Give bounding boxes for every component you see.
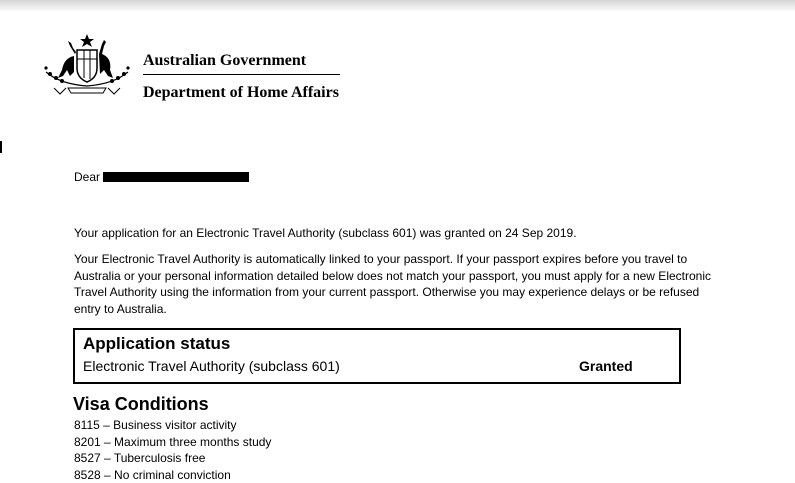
salutation bbox=[74, 170, 249, 184]
redacted-name bbox=[103, 172, 249, 182]
list-item: 8528 – No criminal conviction bbox=[74, 467, 271, 483]
passport-link-paragraph: Your Electronic Travel Authority is automatically linked to your passport. If your passport expires before you travel to Australia or your personal information detailed below does not match your passport, you must apply for a new Electronic Travel Authority using the information from your current passport. Otherwise you may experience delays or be refused entry to Australia. bbox=[74, 251, 724, 317]
header-divider bbox=[143, 74, 340, 75]
government-name: Australian Government bbox=[143, 52, 306, 70]
application-status-box bbox=[73, 328, 681, 384]
grant-paragraph: Your application for an Electronic Travel Authority (subclass 601) was granted on 24 Sep 2019. bbox=[74, 225, 724, 242]
department-name: Department of Home Affairs bbox=[143, 84, 339, 102]
list-item: 8201 – Maximum three months study bbox=[74, 434, 271, 451]
visa-conditions-heading: Visa Conditions bbox=[73, 394, 209, 415]
salutation-text: Dear bbox=[74, 170, 100, 184]
application-status-heading: Application status bbox=[83, 334, 230, 354]
list-item: 8115 – Business visitor activity bbox=[74, 417, 271, 434]
coat-of-arms-icon bbox=[40, 32, 135, 100]
status-badge: Granted bbox=[579, 358, 633, 374]
list-item: 8527 – Tuberculosis free bbox=[74, 450, 271, 467]
margin-mark bbox=[0, 141, 2, 153]
top-shadow bbox=[0, 0, 795, 12]
visa-type: Electronic Travel Authority (subclass 601) bbox=[83, 358, 340, 374]
visa-conditions-list bbox=[74, 417, 271, 483]
